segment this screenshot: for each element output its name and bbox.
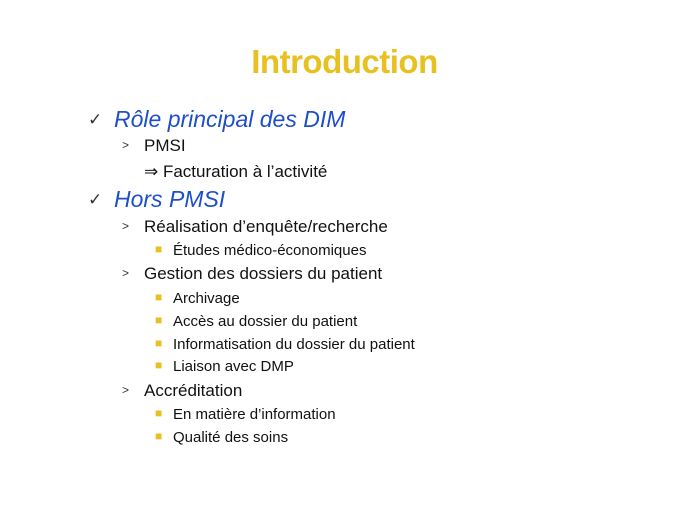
chevron-right-icon: >: [122, 138, 130, 152]
checkmark-icon: ✓: [88, 190, 103, 209]
section-heading: [88, 106, 345, 133]
square-bullet-icon: ■: [155, 313, 163, 327]
section-label: Rôle principal des DIM: [114, 106, 346, 132]
checkmark-icon: ✓: [88, 110, 103, 129]
square-bullet-icon: ■: [155, 429, 163, 443]
chevron-right-icon: >: [122, 266, 130, 280]
sub-item: [155, 406, 336, 423]
list-item: [122, 264, 382, 284]
sub-item-label: En matière d’information: [173, 406, 336, 423]
square-bullet-icon: ■: [155, 290, 163, 304]
sub-item-label: Informatisation du dossier du patient: [173, 336, 415, 353]
list-item: [122, 136, 186, 156]
sub-item: [155, 429, 288, 446]
sub-item-label: Liaison avec DMP: [173, 358, 294, 375]
item-label: Accréditation: [144, 381, 243, 400]
list-item-continuation: [144, 162, 327, 182]
sub-item-label: Archivage: [173, 290, 240, 307]
chevron-right-icon: >: [122, 383, 130, 397]
item-label: Gestion des dossiers du patient: [144, 264, 383, 283]
sub-item-label: Études médico-économiques: [173, 242, 367, 259]
item-label: Réalisation d’enquête/recherche: [144, 217, 388, 236]
square-bullet-icon: ■: [155, 406, 163, 420]
sub-item: [155, 242, 366, 259]
chevron-right-icon: >: [122, 219, 130, 233]
sub-item-label: Qualité des soins: [173, 429, 289, 446]
sub-item: [155, 336, 415, 353]
section-heading: [88, 186, 225, 213]
sub-item-label: Accès au dossier du patient: [173, 313, 358, 330]
sub-item: [155, 358, 294, 375]
square-bullet-icon: ■: [155, 358, 163, 372]
sub-item: [155, 290, 240, 307]
section-label: Hors PMSI: [114, 186, 226, 212]
slide-title: Introduction: [251, 43, 438, 80]
sub-item: [155, 313, 357, 330]
list-item: [122, 381, 242, 401]
square-bullet-icon: ■: [155, 336, 163, 350]
list-item: [122, 217, 388, 237]
square-bullet-icon: ■: [155, 242, 163, 256]
item-label: PMSI: [144, 136, 186, 155]
item-label: ⇒ Facturation à l’activité: [144, 162, 328, 181]
